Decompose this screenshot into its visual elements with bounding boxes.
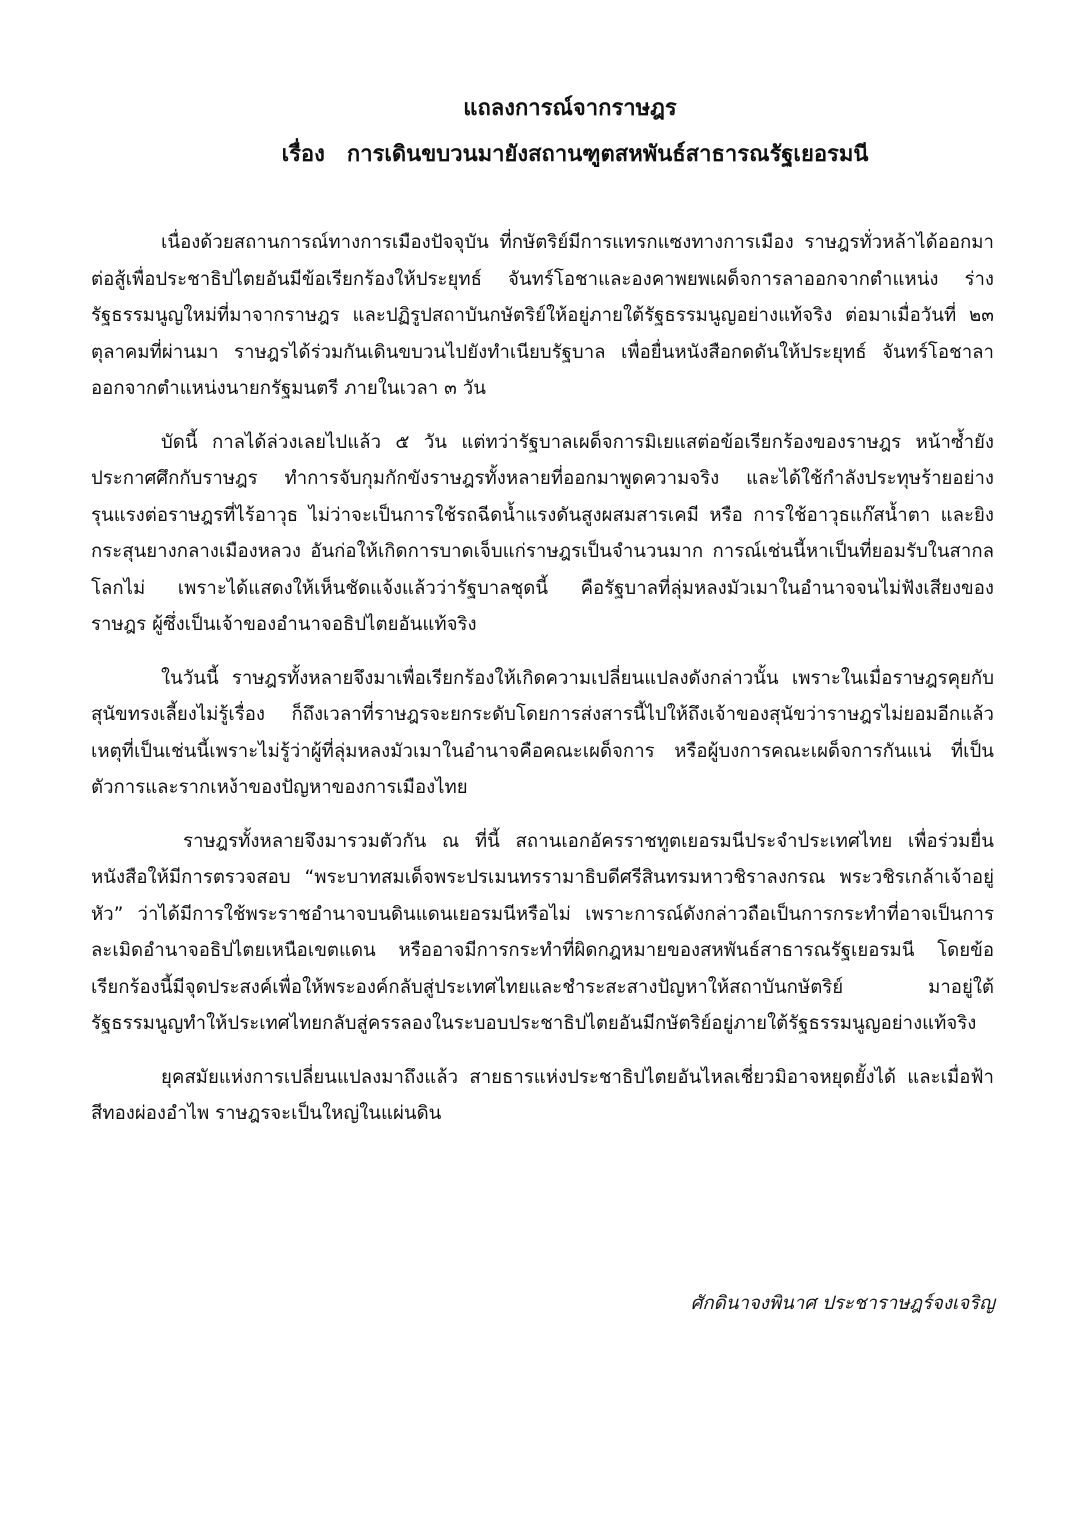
signature-line: ศักดินาจงพินาศ ประชาราษฎร์จงเจริญ xyxy=(690,1293,995,1314)
paragraph-5: ยุคสมัยแห่งการเปลี่ยนแปลงมาถึงแล้ว สายธารแห่งประชาธิปไตยอันไหลเชี่ยวมิอาจหยุดยั้งได้ และเมื่อฟ้าสีทองผ่องอำไพ ราษฎรจะเป็นใหญ่ในแผ่นดิน xyxy=(91,1066,994,1124)
document-subject-line xyxy=(60,138,1090,172)
title-block xyxy=(0,92,1090,172)
paragraph-2: บัดนี้ กาลได้ล่วงเลยไปแล้ว ๕ วัน แต่ทว่ารัฐบาลเผด็จการมิเยแสต่อข้อเรียกร้องของราษฎร หน้าซ้ำยังประกาศศึกกับราษฎร ทำการจับกุมกักขังราษฎรทั้งหลายที่ออกมาพูดความจริง และได้ใช้กำลังประทุษร้ายอย่างรุนแรงต่อราษฎรที่ไร้อาวุธ ไม่ว่าจะเป็นการใช้รถฉีดน้ำแรงดันสูงผสมสารเคมี หรือ การใช้อาวุธแก๊สน้ำตา และยิงกระสุนยางกลางเมืองหลวง อันก่อให้เกิดการบาดเจ็บแก่ราษฎรเป็นจำนวนมาก การณ์เช่นนี้หาเป็นที่ยอมรับในสากลโลกไม่ เพราะได้แสดงให้เห็นชัดแจ้งแล้วว่ารัฐบาลชุดนี้ คือรัฐบาลที่ลุ่มหลงมัวเมาในอำนาจจนไม่ฟังเสียงของราษฎร ผู้ซึ่งเป็นเจ้าของอำนาจอธิปไตยอันแท้จริง xyxy=(91,431,994,635)
paragraph-1: เนื่องด้วยสถานการณ์ทางการเมืองปัจจุบัน ที่กษัตริย์มีการแทรกแซงทางการเมือง ราษฎรทั่วหล้าได้ออกมาต่อสู้เพื่อประชาธิปไตยอันมีข้อเรียกร้องให้ประยุทธ์ จันทร์โอชาและองคาพยพเผด็จการลาออกจากตำแหน่ง ร่างรัฐธรรมนูญใหม่ที่มาจากราษฎร และปฏิรูปสถาบันกษัตริย์ให้อยู่ภายใต้รัฐธรรมนูญอย่างแท้จริง ต่อมาเมื่อวันที่ ๒๓ ตุลาคมที่ผ่านมา ราษฎรได้ร่วมกันเดินขบวนไปยังทำเนียบรัฐบาล เพื่อยื่นหนังสือกดดันให้ประยุทธ์ จันทร์โอชาลาออกจากตำแหน่งนายกรัฐมนตรี ภายในเวลา ๓ วัน xyxy=(91,232,994,399)
document-title: แถลงการณ์จากราษฎร xyxy=(463,96,677,121)
paragraph-4: ราษฎรทั้งหลายจึงมารวมตัวกัน ณ ที่นี้ สถานเอกอัครราชทูตเยอรมนีประจำประเทศไทย เพื่อร่วมยื่นหนังสือให้มีการตรวจสอบ “พระบาทสมเด็จพระปรเมนทรรามาธิบดีศรีสินทรมหาวชิราลงกรณ พระวชิรเกล้าเจ้าอยู่หัว” ว่าได้มีการใช้พระราชอำนาจบนดินแดนเยอรมนีหรือไม่ เพราะการณ์ดังกล่าวถือเป็นการกระทำที่อาจเป็นการละเมิดอำนาจอธิปไตยเหนือเขตแดน หรืออาจมีการกระทำที่ผิดกฎหมายของสหพันธ์สาธารณรัฐเยอรมนี โดยข้อเรียกร้องนี้มีจุดประสงค์เพื่อให้พระองค์กลับสู่ประเทศไทยและชำระสะสางปัญหาให้สถาบันกษัตริย์ มาอยู่ใต้รัฐธรรมนูญทำให้ประเทศไทยกลับสู่ครรลองในระบอบประชาธิปไตยอันมีกษัตริย์อยู่ภายใต้รัฐธรรมนูญอย่างแท้จริง xyxy=(91,830,994,1034)
subject-label: เรื่อง xyxy=(281,142,325,167)
document-body xyxy=(91,225,994,1150)
paragraph-3: ในวันนี้ ราษฎรทั้งหลายจึงมาเพื่อเรียกร้องให้เกิดความเปลี่ยนแปลงดังกล่าวนั้น เพราะในเมื่อราษฎรคุยกับสุนัขทรงเลี้ยงไม่รู้เรื่อง ก็ถึงเวลาที่ราษฎรจะยกระดับโดยการส่งสารนี้ไปให้ถึงเจ้าของสุนัขว่าราษฎรไม่ยอมอีกแล้ว เหตุที่เป็นเช่นนี้เพราะไม่รู้ว่าผู้ที่ลุ่มหลงมัวเมาในอำนาจคือคณะเผด็จการ หรือผู้บงการคณะเผด็จการกันแน่ ที่เป็นตัวการและรากเหง้าของปัญหาของการเมืองไทย xyxy=(91,667,994,798)
subject-text: การเดินขบวนมายังสถานฑูตสหพันธ์สาธารณรัฐเยอรมนี xyxy=(346,142,869,167)
